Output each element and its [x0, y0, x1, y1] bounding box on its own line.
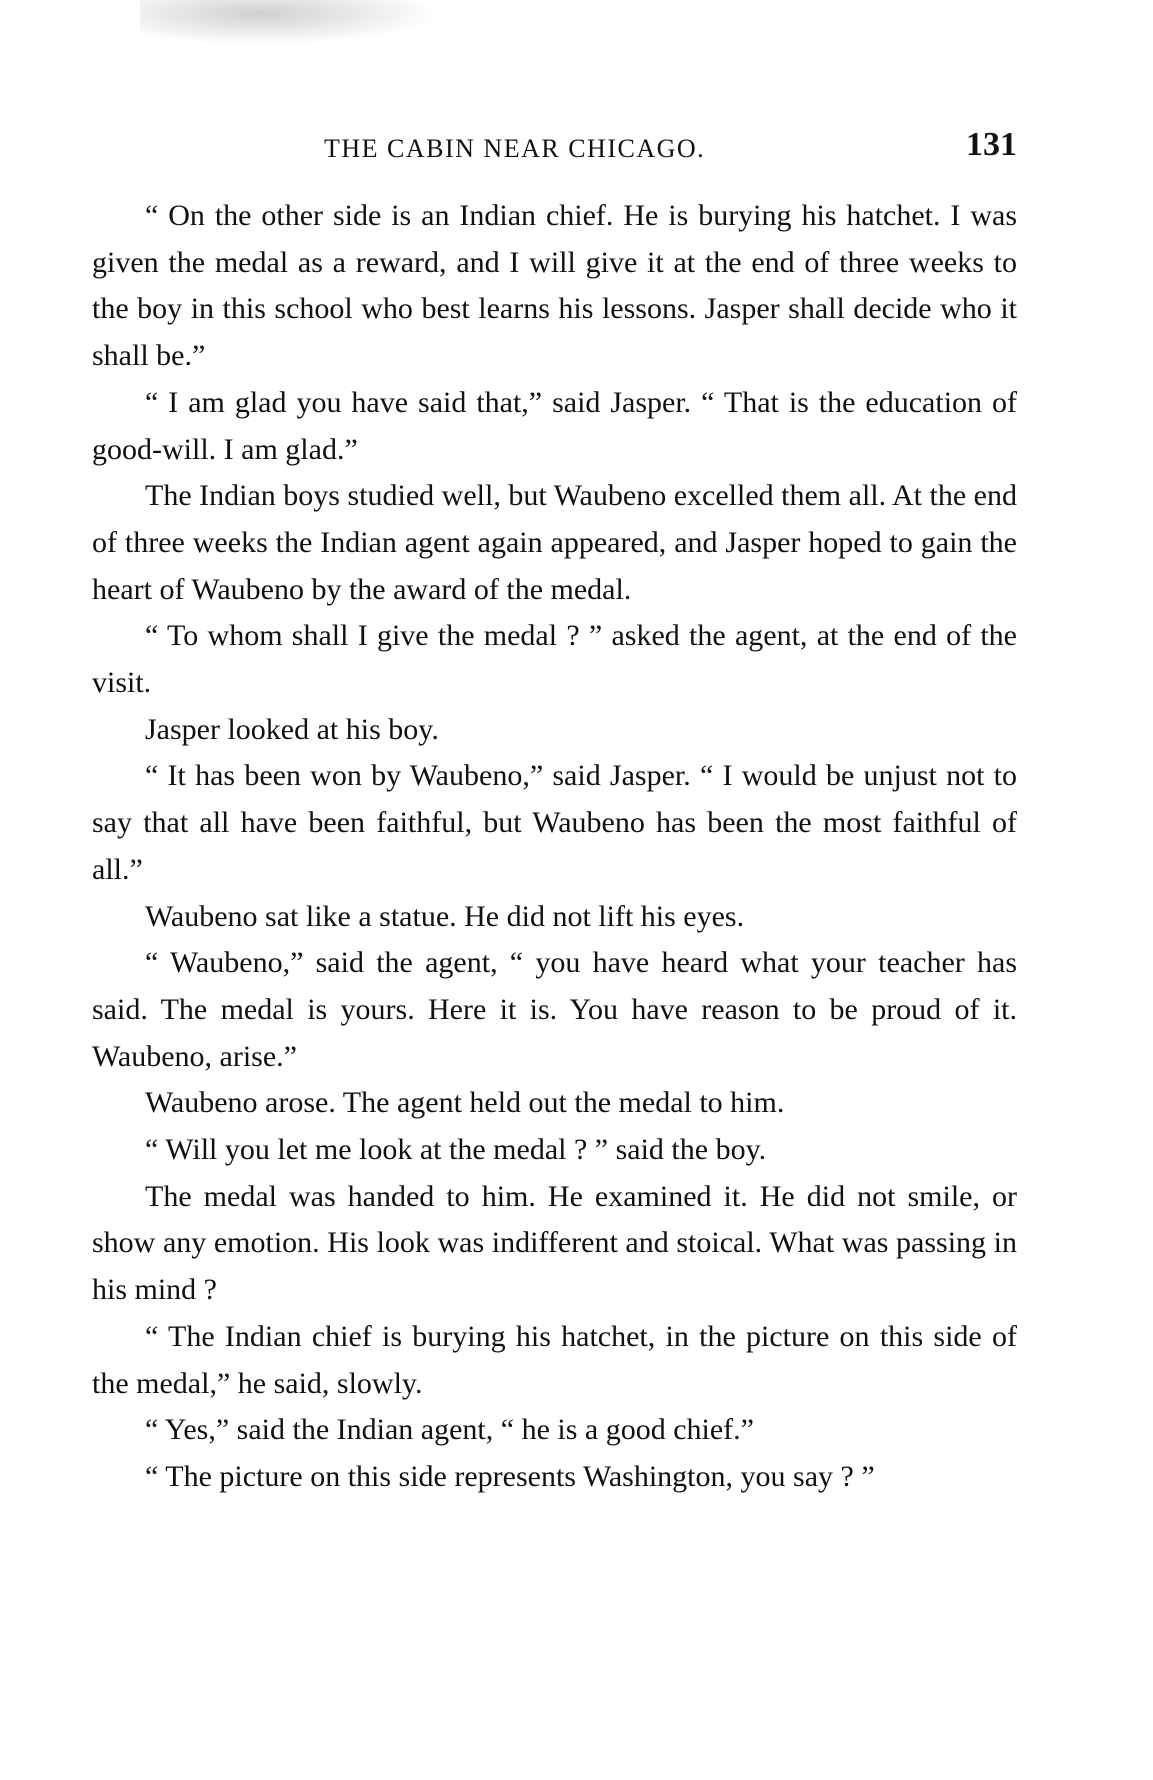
running-header: [92, 126, 1017, 176]
paragraph: “ Will you let me look at the medal ? ” said the boy.: [145, 1133, 767, 1167]
running-title: THE CABIN NEAR CHICAGO.: [324, 134, 706, 163]
paragraph: The Indian boys studied well, but Waubeno excelled them all. At the end of three weeks the Indian agent again appeared, and Jasper hoped to gain the heart of Waubeno by the award of the medal.: [92, 479, 1017, 606]
paragraph: Jasper looked at his boy.: [145, 712, 439, 746]
paragraph: “ On the other side is an Indian chief. He is burying his hatchet. I was given the medal as a reward, and I will give it at the end of three weeks to the boy in this school who best learns his lessons. Jasper shall decide who it shall be.”: [92, 199, 1017, 373]
paragraph: “ The picture on this side represents Washington, you say ? ”: [145, 1459, 875, 1493]
paragraph: The medal was handed to him. He examined it. He did not smile, or show any emotion. His look was indifferent and stoical. What was passing in his mind ?: [92, 1179, 1017, 1307]
paragraph: “ It has been won by Waubeno,” said Jasper. “ I would be unjust not to say that all have been faithful, but Waubeno has been the most faithful of all.”: [92, 759, 1017, 886]
paragraph: Waubeno sat like a statue. He did not lift his eyes.: [145, 899, 745, 933]
paragraph: “ Waubeno,” said the agent, “ you have heard what your teacher has said. The medal is yours. Here it is. You have reason to be proud of it. Waubeno, arise.”: [92, 946, 1017, 1073]
scan-smudge: [140, 0, 440, 45]
paragraph: “ I am glad you have said that,” said Jasper. “ That is the education of good-will. I am glad.”: [92, 385, 1017, 466]
paragraph: “ Yes,” said the Indian agent, “ he is a good chief.”: [145, 1413, 754, 1447]
body-text: [92, 193, 1017, 1501]
paragraph: Waubeno arose. The agent held out the medal to him.: [145, 1086, 785, 1120]
paragraph: “ To whom shall I give the medal ? ” asked the agent, at the end of the visit.: [92, 619, 1017, 700]
page-number: 131: [966, 126, 1017, 163]
paragraph: “ The Indian chief is burying his hatchet, in the picture on this side of the medal,” he said, slowly.: [92, 1319, 1017, 1400]
